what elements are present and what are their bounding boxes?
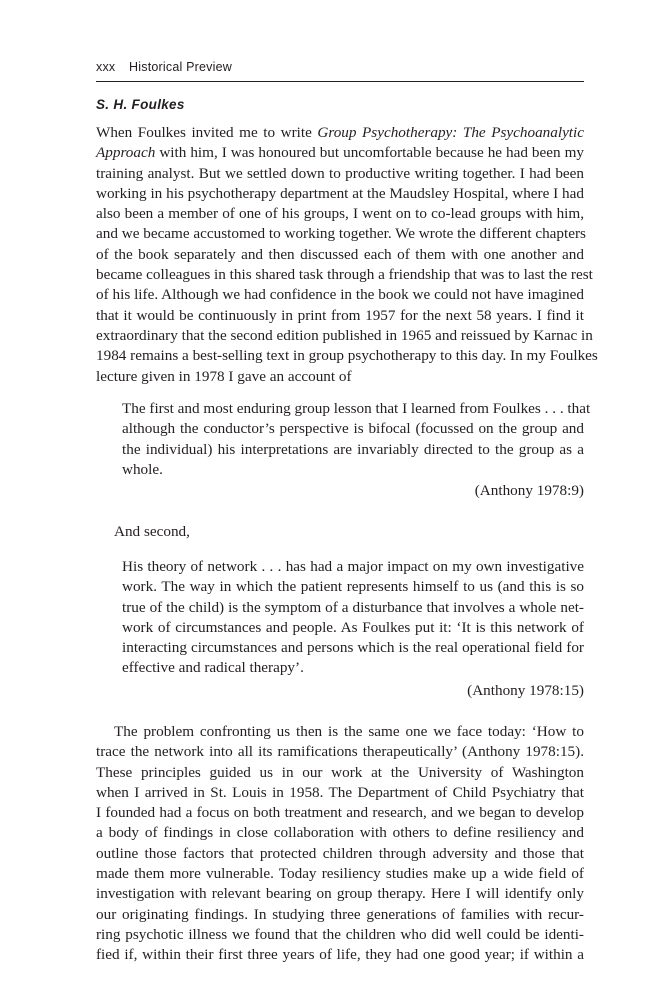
text-line: training analyst. But we settled down to productive writing together. I had been bbox=[96, 164, 584, 182]
text-line: trace the network into all its ramifications therapeutically’ (Anthony 1978:15). bbox=[96, 743, 584, 761]
transition-line: And second, bbox=[114, 523, 190, 540]
quote-line: work of circumstances and people. As Foulkes put it: ‘It is this network of bbox=[122, 618, 584, 636]
text-line: became colleagues in this shared task through a friendship that was to last the rest bbox=[96, 266, 593, 284]
text-line: extraordinary that the second edition published in 1965 and reissued by Karnac in bbox=[96, 326, 593, 344]
quote-line: interacting circumstances and persons which is the real operational field for bbox=[122, 639, 584, 657]
text-line: lecture given in 1978 I gave an account of bbox=[96, 367, 352, 385]
quote-line: whole. bbox=[122, 460, 163, 478]
text-line: that it would be continuously in print from 1957 for the next 58 years. I find it bbox=[96, 306, 584, 324]
text-line: of the book separately and then discussed each of them with one another and bbox=[96, 245, 584, 263]
text-line: 1984 remains a best-selling text in group psychotherapy to this day. In my Foulkes bbox=[96, 347, 598, 365]
text-line: and we became accustomed to working together. We wrote the different chapters bbox=[96, 225, 586, 243]
citation-2: (Anthony 1978:15) bbox=[467, 682, 584, 699]
quote-line: effective and radical therapy’. bbox=[122, 659, 304, 677]
text-line: Approach with him, I was honoured but uncomfortable because he had been my bbox=[96, 144, 584, 162]
paragraph-1 bbox=[96, 123, 598, 387]
text-line: working in his psychotherapy department at the Maudsley Hospital, where I had bbox=[96, 184, 584, 202]
text-line: When Foulkes invited me to write Group Psychotherapy: The Psychoanalytic bbox=[96, 124, 584, 141]
text-line: also been a member of one of his groups, I went on to co-lead groups with him, bbox=[96, 205, 584, 223]
text-line: investigation with relevant bearing on group therapy. Here I will identify only bbox=[96, 885, 584, 903]
text-line: a body of findings in close collaboration with others to define resiliency and bbox=[96, 824, 584, 842]
block-quote-2 bbox=[122, 557, 584, 679]
quote-line: the individual) his interpretations are invariably directed to the group as a bbox=[122, 440, 584, 458]
quote-line: work. The way in which the patient represents himself to us (and this is so bbox=[122, 578, 584, 596]
quote-line: true of the child) is the symptom of a disturbance that involves a whole net- bbox=[122, 598, 584, 616]
text-line: fied if, within their first three years of life, they had one good year; if within a bbox=[96, 946, 584, 964]
quote-line: His theory of network . . . has had a major impact on my own investigative bbox=[122, 558, 584, 575]
text-line: These principles guided us in our work at the University of Washington bbox=[96, 763, 584, 781]
running-head bbox=[96, 60, 584, 74]
text-line: made them more vulnerable. Today resiliency studies make up a wide field of bbox=[96, 865, 584, 883]
text-line: when I arrived in St. Louis in 1958. The Department of Child Psychiatry that bbox=[96, 783, 584, 801]
text-line: The problem confronting us then is the same one we face today: ‘How to bbox=[114, 723, 584, 740]
running-head-title: Historical Preview bbox=[129, 60, 232, 74]
paragraph-2 bbox=[96, 722, 584, 966]
text-line: our originating findings. In studying three generations of families with recur- bbox=[96, 905, 584, 923]
text-line: of his life. Although we had confidence in the book we could not have imagined bbox=[96, 286, 584, 304]
page-number: xxx bbox=[96, 60, 116, 74]
quote-line: although the conductor’s perspective is bifocal (focussed on the group and bbox=[122, 420, 584, 438]
citation-1: (Anthony 1978:9) bbox=[474, 482, 584, 499]
text-line: ring psychotic illness we found that the children who did well could be identi- bbox=[96, 925, 584, 943]
text-line: outline those factors that protected children through adversity and those that bbox=[96, 844, 584, 862]
section-heading: S. H. Foulkes bbox=[96, 97, 185, 112]
text-line: I founded had a focus on both treatment and research, and we began to develop bbox=[96, 804, 584, 822]
header-rule bbox=[96, 81, 584, 82]
quote-line: The first and most enduring group lesson that I learned from Foulkes . . . that bbox=[122, 400, 591, 417]
block-quote-1 bbox=[122, 399, 591, 480]
